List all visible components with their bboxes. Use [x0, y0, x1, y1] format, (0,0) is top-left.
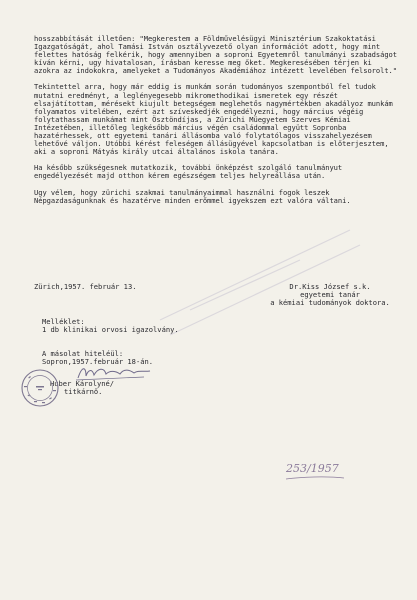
place-date: Zürich,1957. február 13. — [34, 282, 137, 291]
certification-line-1: A másolat hiteléül: — [42, 349, 124, 358]
certification-line-2: Sopron,1957.február 18-án. — [42, 357, 154, 367]
watermark-stamp — [150, 200, 370, 350]
paragraph-4: Ugy vélem, hogy zürichi szakmai tanulmányaimmal használni fogok leszek Népgazdaságunknak és hazatérve minden erőmmel igyekszem ezt valóra váltani. — [34, 187, 351, 205]
certifier-name: Huber Károlyné/ — [50, 379, 115, 389]
official-seal-icon — [20, 368, 60, 408]
signature-block — [260, 283, 400, 307]
attachment-item: 1 db klinikai orvosi igazolvány. — [42, 325, 179, 335]
handwritten-signature-icon — [74, 362, 154, 384]
attachment-note — [42, 318, 179, 334]
signer-title-1: egyetemi tanár — [300, 290, 360, 300]
paragraph-3: Ha később szükségesnek mutatkozik, további önképzést szolgáló tanulmányut engedélyezését majd otthon kérem egészségem teljes helyreállása után. — [34, 163, 343, 181]
letter-body — [34, 35, 400, 205]
signer-title-2: a kémiai tudományok doktora. — [270, 298, 390, 308]
registry-number: 253/1957 — [286, 462, 339, 475]
attachment-label: Melléklet: — [42, 317, 85, 326]
paragraph-1: hosszabbítását illetően: "Megkerestem a Földművelésügyi Minisztérium Szakoktatási Igazgatóságát, ahol Tamási István osztályvezető olyan információt adott, hogy mint felettes hatóság felkérik, hogy amennyiben a soproni Egyetemről tanulmányi szabadságot kíván kérni, ugy hivatalosan, írásban keresse meg őket. Megkeresésében térjen ki azokra az indokokra, amelyeket a Tudományos Akadémiához intézett levelében felsorolt." — [34, 34, 397, 76]
signer-name: Dr.Kiss József s.k. — [289, 282, 371, 291]
paragraph-2: Tekintettel arra, hogy már eddig is munkám során tudományos szempontból fel tudok mutatni eredményt, a leglényegesebb mikromethodikai ismeretek egy részét elsajátítottam, mérésekt kiujult betegségem meglehetős nagymértékben akadályoz munkám folyamatos vitelében, ezért azt szíveskedjék engedélyezni, hogy március végéig folytathassam munkámat mint Ösztöndíjas, a Zürichi Müegyetem Szerves Kémiai Intézetében, illetőleg legkésőbb március végén családommal együtt Sopronba hazatérhessek, ott egyetemi tanári állásomba való folytatólagos visszahelyezésem lehetővé váljon. Utóbbi kérést feleségem állásügyével kapcsolatban is előterjesztem, aki a soproni Mátyás király utcai általános iskola tanára. — [34, 82, 393, 157]
certifier-role: titkárnő. — [64, 387, 103, 397]
